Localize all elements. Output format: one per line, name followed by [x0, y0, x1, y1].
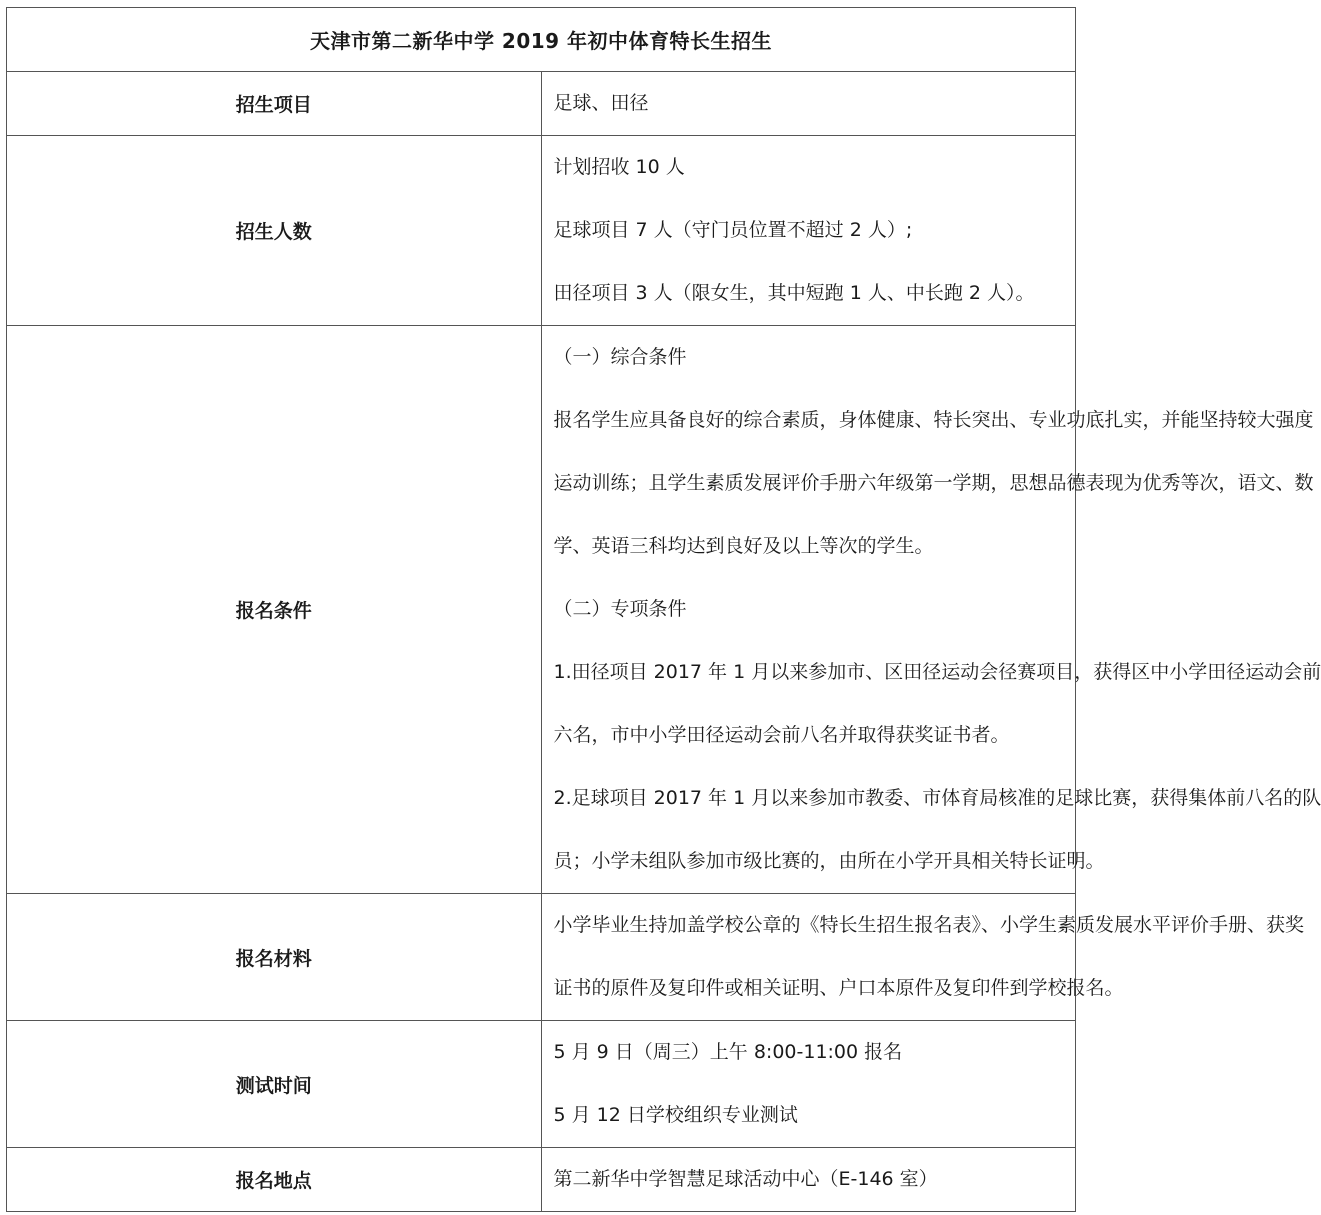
conditions-line: 员；小学未组队参加市级比赛的，由所在小学开具相关特长证明。 [553, 850, 1105, 872]
conditions-line: 学、英语三科均达到良好及以上等次的学生。 [553, 535, 934, 557]
materials-line: 小学毕业生持加盖学校公章的《特长生招生报名表》、小学生素质发展水平评价手册、获奖 [553, 914, 1305, 936]
content-project [541, 72, 1076, 136]
content-count [541, 136, 1076, 326]
row-place [7, 1148, 1076, 1212]
conditions-line: （二）专项条件 [553, 598, 687, 620]
row-count [7, 136, 1076, 326]
conditions-line: 六名，市中小学田径运动会前八名并取得获奖证书者。 [553, 724, 1010, 746]
content-place [541, 1148, 1076, 1212]
label-conditions: 报名条件 [7, 326, 542, 894]
label-time: 测试时间 [7, 1021, 542, 1148]
conditions-line: （一）综合条件 [553, 346, 687, 368]
conditions-line: 2.足球项目 2017 年 1 月以来参加市教委、市体育局核准的足球比赛，获得集体前八名的队 [553, 787, 1321, 809]
recruitment-table [6, 7, 1321, 1212]
label-materials: 报名材料 [7, 894, 542, 1021]
row-project [7, 72, 1076, 136]
table-title: 天津市第二新华中学 2019 年初中体育特长生招生 [7, 8, 1076, 72]
project-line: 足球、田径 [553, 92, 649, 114]
conditions-line: 运动训练；且学生素质发展评价手册六年级第一学期，思想品德表现为优秀等次，语文、数 [553, 472, 1314, 494]
row-materials [7, 894, 1076, 1021]
conditions-line: 1.田径项目 2017 年 1 月以来参加市、区田径运动会径赛项目，获得区中小学田径运动会前 [553, 661, 1321, 683]
row-time [7, 1021, 1076, 1148]
count-line: 计划招收 10 人 [553, 156, 685, 178]
materials-line: 证书的原件及复印件或相关证明、户口本原件及复印件到学校报名。 [553, 977, 1124, 999]
content-conditions [541, 326, 1321, 894]
row-conditions [7, 326, 1076, 894]
label-place: 报名地点 [7, 1148, 542, 1212]
content-materials [541, 894, 1305, 1021]
title-row [7, 8, 1076, 72]
label-project: 招生项目 [7, 72, 542, 136]
count-line: 足球项目 7 人（守门员位置不超过 2 人）; [553, 219, 913, 241]
count-line: 田径项目 3 人（限女生，其中短跑 1 人、中长跑 2 人）。 [553, 282, 1035, 304]
conditions-line: 报名学生应具备良好的综合素质，身体健康、特长突出、专业功底扎实，并能坚持较大强度 [553, 409, 1314, 431]
time-line: 5 月 9 日（周三）上午 8:00-11:00 报名 [553, 1041, 903, 1063]
time-line: 5 月 12 日学校组织专业测试 [553, 1104, 798, 1126]
content-time [541, 1021, 1076, 1148]
label-count: 招生人数 [7, 136, 542, 326]
place-line: 第二新华中学智慧足球活动中心（E-146 室） [553, 1168, 938, 1190]
